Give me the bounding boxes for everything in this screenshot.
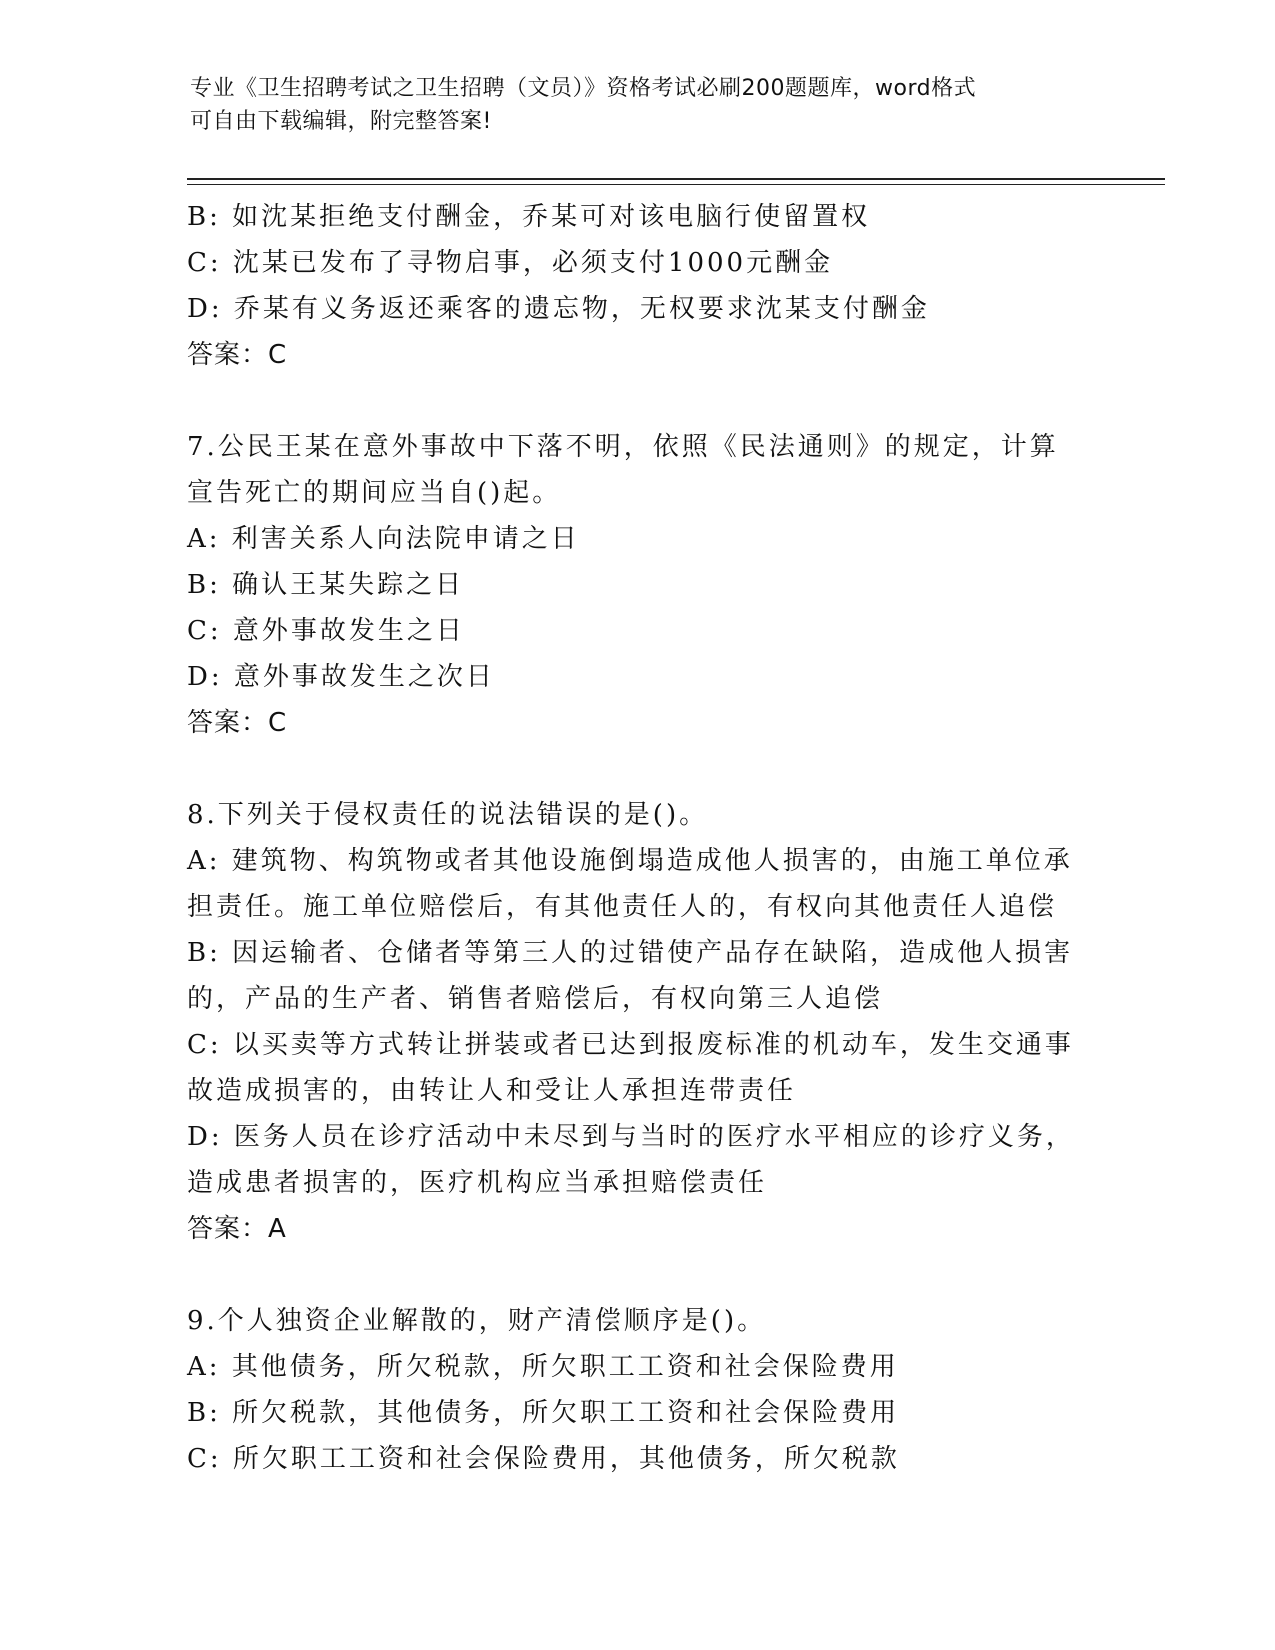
q9-option-c: C: 所欠职工工资和社会保险费用，其他债务，所欠税款 [187,1444,900,1474]
q6-option-c: C: 沈某已发布了寻物启事，必须支付1000元酬金 [187,248,834,278]
q8-answer: 答案：A [187,1214,287,1244]
q7-stem-line1: 7.公民王某在意外事故中下落不明，依照《民法通则》的规定，计算 [187,432,1059,462]
q8-option-a-line1: A: 建筑物、构筑物或者其他设施倒塌造成他人损害的，由施工单位承 [187,846,1073,876]
q9-option-a: A: 其他债务，所欠税款，所欠职工工资和社会保险费用 [187,1352,899,1382]
q8-option-c-line1: C: 以买卖等方式转让拼装或者已达到报废标准的机动车，发生交通事 [187,1030,1074,1060]
q7-option-b: B: 确认王某失踪之日 [187,570,465,600]
q8-option-b-line2: 的，产品的生产者、销售者赔偿后，有权向第三人追偿 [187,984,884,1014]
header-rule-thin [187,184,1165,185]
spacer [187,746,1087,792]
q6-option-b: B: 如沈某拒绝支付酬金，乔某可对该电脑行使留置权 [187,202,871,232]
page-header [190,72,1070,138]
spacer [187,378,1087,424]
q7-stem-line2: 宣告死亡的期间应当自()起。 [187,478,562,508]
q8-stem: 8.下列关于侵权责任的说法错误的是()。 [187,800,709,830]
q8-option-c-line2: 故造成损害的，由转让人和受让人承担连带责任 [187,1076,797,1106]
q8-option-d-line2: 造成患者损害的，医疗机构应当承担赔偿责任 [187,1168,768,1198]
q8-option-a-line2: 担责任。施工单位赔偿后，有其他责任人的，有权向其他责任人追偿 [187,892,1058,922]
q7-option-d: D: 意外事故发生之次日 [187,662,495,692]
q6-option-d: D: 乔某有义务返还乘客的遗忘物，无权要求沈某支付酬金 [187,294,930,324]
q8-option-b-line1: B: 因运输者、仓储者等第三人的过错使产品存在缺陷，造成他人损害 [187,938,1074,968]
q8-option-d-line1: D: 医务人员在诊疗活动中未尽到与当时的医疗水平相应的诊疗义务， [187,1122,1075,1152]
q9-stem: 9.个人独资企业解散的，财产清偿顺序是()。 [187,1306,767,1336]
spacer [187,1252,1087,1298]
header-rule-thick [187,178,1165,180]
header-title-line1: 专业《卫生招聘考试之卫生招聘（文员）》资格考试必刷200题题库，word格式 [190,76,977,101]
question-content [187,194,1087,1482]
q9-option-b: B: 所欠税款，其他债务，所欠职工工资和社会保险费用 [187,1398,900,1428]
q7-option-a: A: 利害关系人向法院申请之日 [187,524,580,554]
q7-answer: 答案：C [187,708,288,738]
header-title-line2: 可自由下载编辑，附完整答案! [190,109,492,134]
q7-option-c: C: 意外事故发生之日 [187,616,465,646]
q6-answer: 答案：C [187,340,288,370]
